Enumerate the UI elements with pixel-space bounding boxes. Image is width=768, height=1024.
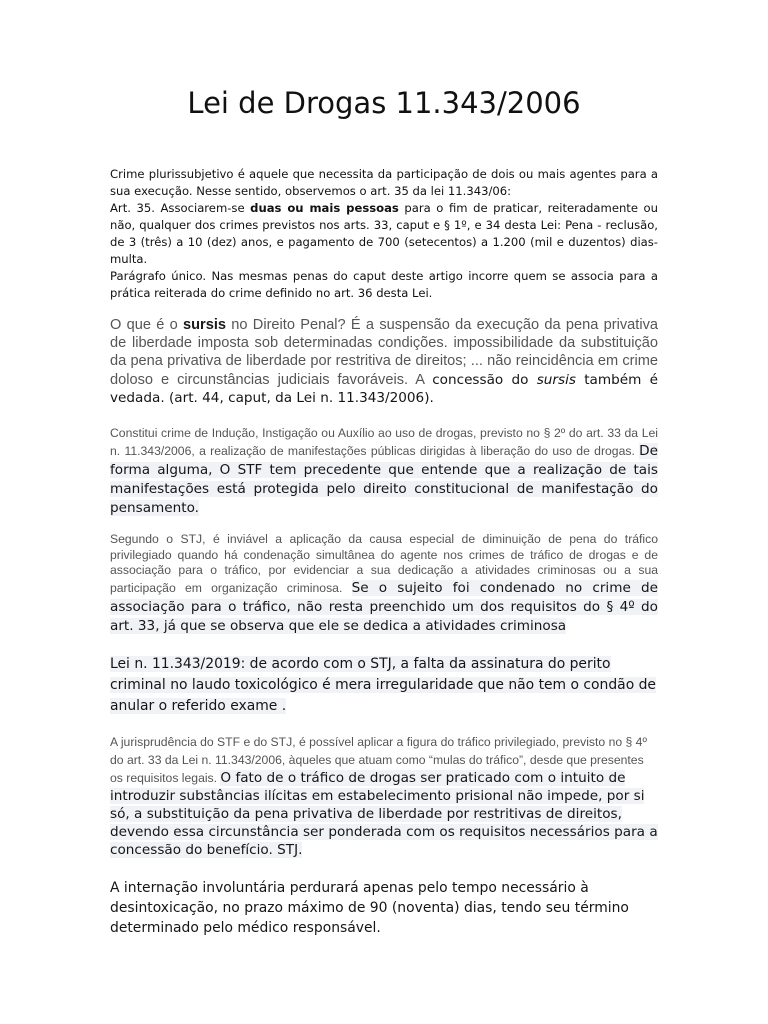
sursis-definition: no Direito Penal? É a suspensão da execução da pena privativa de liberdade imposta sob determinadas condições. impossibilidade da substituição da pena privativa de liberdade por restritiva de direitos; ... não reincidência em crime doloso e circunstâncias judiciais favoráveis. xyxy=(110,317,658,388)
paragraph-laudo-toxicologico xyxy=(110,654,658,717)
internacao-text: A internação involuntária perdurará apenas pelo tempo necessário à desintoxicação, no prazo máximo de 90 (noventa) dias, tendo seu término determinado pelo médico responsável. xyxy=(110,880,629,936)
inducao-text: Constitui crime de Indução, Instigação ou Auxílio ao uso de drogas, previsto no § 2º do art. 33 da Lei n. 11.343/2006, a realização de manifestações públicas dirigidas à liberação do uso de drogas. xyxy=(110,426,658,458)
sursis-bold: sursis xyxy=(183,317,227,333)
intro-text: Crime plurissubjetivo é aquele que necessita da participação de dois ou mais agentes para a sua execução. Nesse sentido, observemos o art. 35 da lei 11.343/06: xyxy=(110,167,658,198)
paragraph-mulas-trafico xyxy=(110,733,658,859)
mulas-comment: O fato de o tráfico de drogas ser praticado com o intuito de introduzir substâncias ilícitas em estabelecimento prisional não impede, por si só, a substituição da pena privativa de liberdade por restritivas de direitos, devendo essa circunstância ser ponderada com os requisitos necessários para a concessão do benefício. STJ. xyxy=(110,770,658,858)
inducao-comment: De forma alguma, O STF tem precedente que entende que a realização de tais manifestações está protegida pelo direito constitucional de manifestação do pensamento. xyxy=(110,442,658,516)
stj-text: Segundo o STJ, é inviável a aplicação da causa especial de diminuição de pena do tráfico privilegiado quando há condenação simultânea do agente nos crimes de tráfico de drogas e de associação para o tráfico, por evidenciar a sua dedicação a atividades criminosas ou a sua participação em organização criminosa. xyxy=(110,532,658,595)
stj-comment: Se o sujeito foi condenado no crime de associação para o tráfico, não resta preenchido um dos requisitos do § 4º do art. 33, já que se observa que ele se dedica a atividades criminosa xyxy=(110,579,658,634)
paragraph-inducao xyxy=(110,426,658,518)
art-35-rest: para o fim de praticar, reiteradamente ou não, qualquer dos crimes previstos nos arts. 33, caput e § 1º, e 34 desta Lei: Pena - reclusão, de 3 (três) a 10 (dez) anos, e pagamento de 700 (setecentos) a 1.200 (mil e duzentos) dias-multa. xyxy=(110,201,658,266)
paragraph-crime-plurissubjetivo xyxy=(110,166,658,302)
paragraph-sursis xyxy=(110,316,658,407)
art-35-bold: duas ou mais pessoas xyxy=(250,201,399,215)
mulas-text: A jurisprudência do STF e do STJ, é possível aplicar a figura do tráfico privilegiado, previsto no § 4º do art. 33 da Lei n. 11.343/2006, àqueles que atuam como “mulas do tráfico”, desde que presentes os requisitos legais. xyxy=(110,735,647,785)
paragrafo-unico-text: Parágrafo único. Nas mesmas penas do caput deste artigo incorre quem se associa para a prática reiterada do crime definido no art. 36 desta Lei. xyxy=(110,269,658,300)
document-title: Lei de Drogas 11.343/2006 xyxy=(187,86,581,120)
sursis-question-prefix: O que é o xyxy=(110,317,184,333)
sursis-vedada: também é vedada. (art. 44, caput, da Lei n. 11.343/2006). xyxy=(110,371,658,406)
laudo-text: Lei n. 11.343/2019: de acordo com o STJ, a falta da assinatura do perito criminal no laudo toxicológico é mera irregularidade que não tem o condão de anular o referido exame . xyxy=(110,656,656,714)
sursis-a: A xyxy=(415,371,433,388)
paragraph-trafico-privilegiado-stj xyxy=(110,532,658,636)
sursis-concessao: concessão do xyxy=(432,371,537,388)
art-35-text xyxy=(110,200,658,268)
sursis-italic: sursis xyxy=(536,371,576,388)
art-35-prefix: Art. 35. Associarem-se xyxy=(110,201,251,215)
paragraph-internacao-involuntaria xyxy=(110,878,658,938)
